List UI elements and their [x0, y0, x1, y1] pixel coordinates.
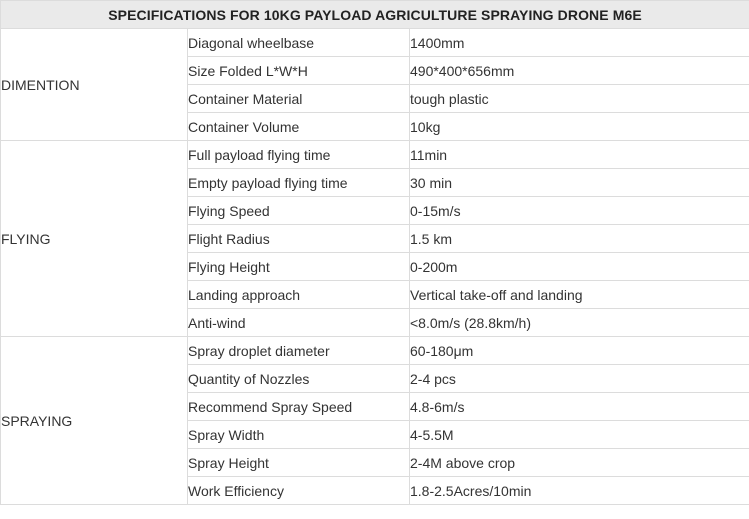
param-cell: Flying Speed [188, 197, 410, 225]
value-cell: 10kg [410, 113, 749, 141]
spec-body [1, 29, 749, 505]
table-row [1, 141, 749, 169]
param-cell: Flying Height [188, 253, 410, 281]
value-cell: 4.8-6m/s [410, 393, 749, 421]
value-cell: 2-4 pcs [410, 365, 749, 393]
value-cell: 4-5.5M [410, 421, 749, 449]
param-cell: Full payload flying time [188, 141, 410, 169]
table-title: SPECIFICATIONS FOR 10KG PAYLOAD AGRICULTURE SPRAYING DRONE M6E [1, 1, 749, 29]
value-cell: 2-4M above crop [410, 449, 749, 477]
table-row [1, 337, 749, 365]
param-cell: Landing approach [188, 281, 410, 309]
value-cell: 1.8-2.5Acres/10min [410, 477, 749, 505]
value-cell: Vertical take-off and landing [410, 281, 749, 309]
param-cell: Empty payload flying time [188, 169, 410, 197]
value-cell: 0-200m [410, 253, 749, 281]
param-cell: Quantity of Nozzles [188, 365, 410, 393]
value-cell: 30 min [410, 169, 749, 197]
value-cell: 1400mm [410, 29, 749, 57]
value-cell: 490*400*656mm [410, 57, 749, 85]
param-cell: Recommend Spray Speed [188, 393, 410, 421]
title-row [1, 1, 749, 29]
value-cell: 60-180μm [410, 337, 749, 365]
param-cell: Flight Radius [188, 225, 410, 253]
group-label: FLYING [1, 141, 188, 337]
value-cell: 0-15m/s [410, 197, 749, 225]
param-cell: Size Folded L*W*H [188, 57, 410, 85]
param-cell: Spray droplet diameter [188, 337, 410, 365]
param-cell: Container Volume [188, 113, 410, 141]
value-cell: <8.0m/s (28.8km/h) [410, 309, 749, 337]
table-row [1, 29, 749, 57]
group-label: DIMENTION [1, 29, 188, 141]
param-cell: Spray Height [188, 449, 410, 477]
param-cell: Container Material [188, 85, 410, 113]
param-cell: Anti-wind [188, 309, 410, 337]
value-cell: 11min [410, 141, 749, 169]
value-cell: 1.5 km [410, 225, 749, 253]
param-cell: Diagonal wheelbase [188, 29, 410, 57]
param-cell: Work Efficiency [188, 477, 410, 505]
group-label: SPRAYING [1, 337, 188, 505]
value-cell: tough plastic [410, 85, 749, 113]
param-cell: Spray Width [188, 421, 410, 449]
